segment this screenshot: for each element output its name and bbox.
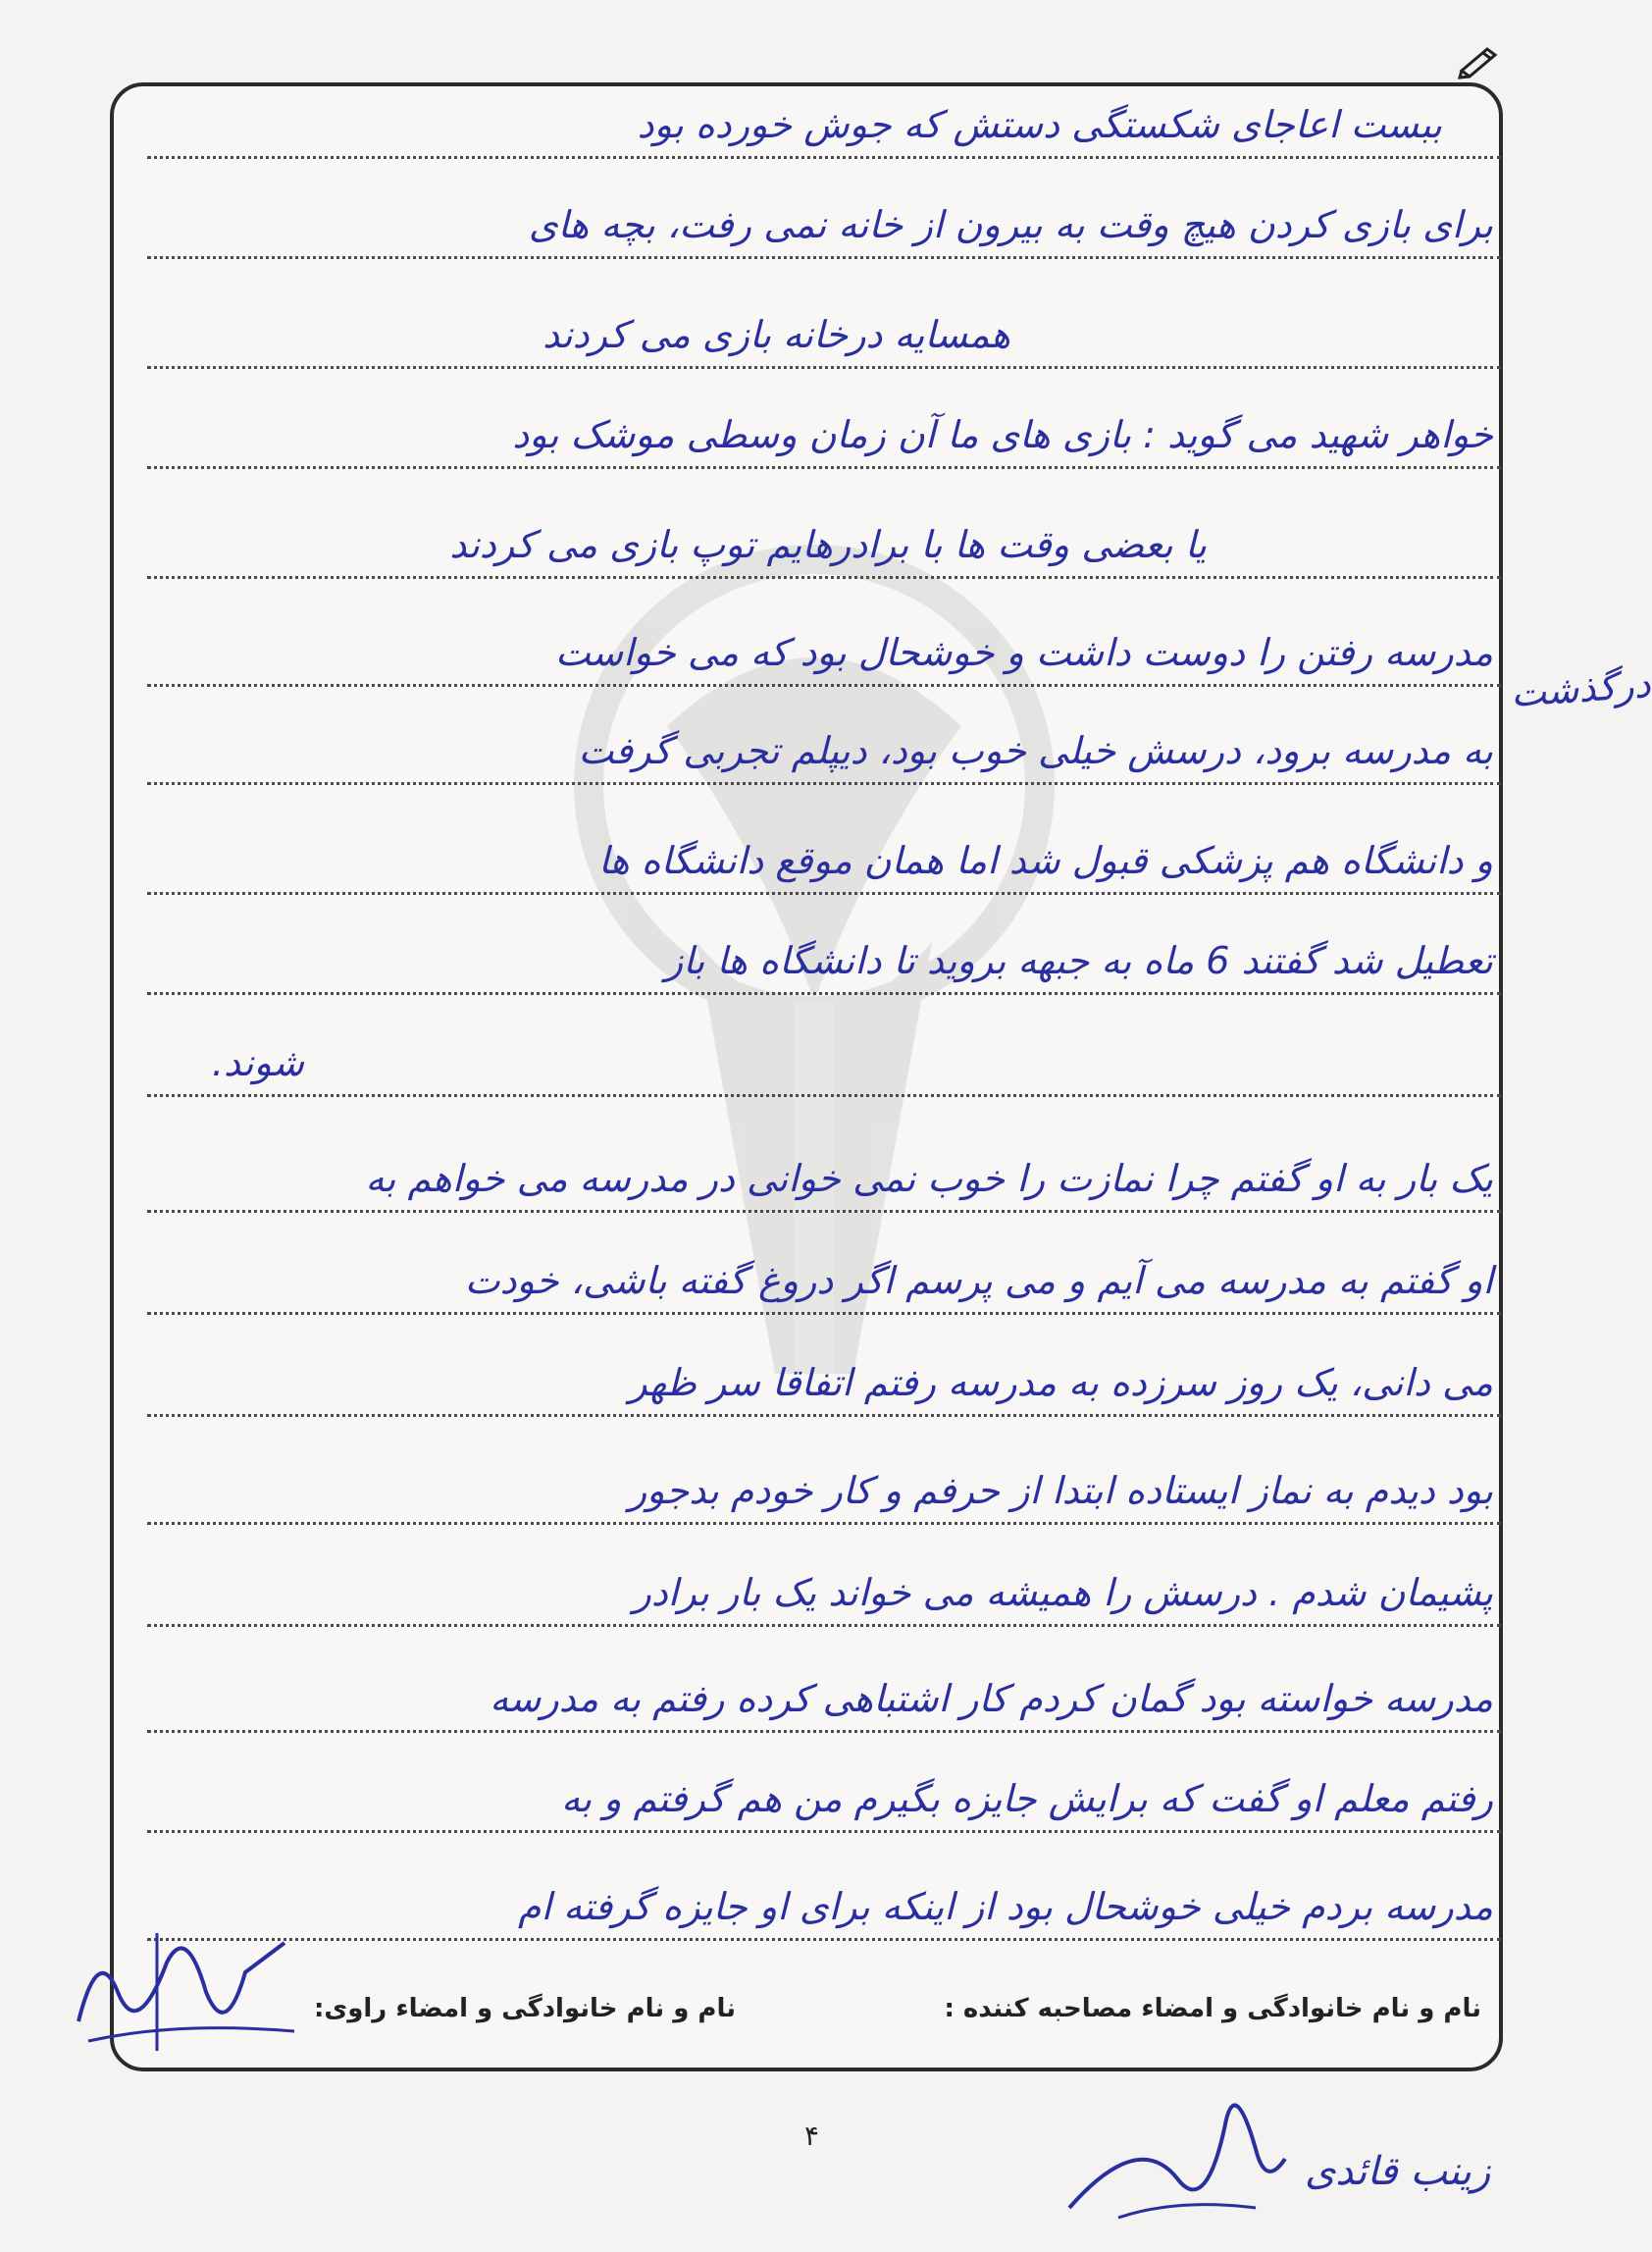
line-text: شوند. bbox=[211, 1041, 304, 1084]
line-text: پشیمان شدم . درسش را همیشه می خواند یک بار برادر bbox=[633, 1571, 1493, 1614]
line-text: برای بازی کردن هیچ وقت به بیرون از خانه نمی رفت، بچه های bbox=[528, 203, 1493, 246]
text-line bbox=[147, 1550, 1501, 1627]
text-line bbox=[147, 708, 1501, 785]
line-text: و دانشگاه هم پزشکی قبول شد اما همان موقع دانشگاه ها bbox=[598, 839, 1493, 882]
text-line bbox=[147, 183, 1501, 259]
text-line bbox=[147, 1340, 1501, 1417]
text-line bbox=[147, 1136, 1501, 1213]
text-line bbox=[147, 82, 1501, 159]
bottom-signature bbox=[1059, 2070, 1295, 2237]
text-line bbox=[147, 918, 1501, 995]
line-text: تعطیل شد گفتند 6 ماه به جبهه بروید تا دانشگاه ها باز bbox=[664, 939, 1493, 982]
text-line bbox=[147, 1238, 1501, 1315]
line-text: یا بعضی وقت ها با برادرهایم توپ بازی می کردند bbox=[449, 523, 1207, 566]
line-text: خواهر شهید می گوید : بازی های ما آن زمان وسطی موشک بود bbox=[512, 413, 1493, 456]
line-text: همسایه درخانه بازی می کردند bbox=[542, 313, 1010, 356]
line-text: به مدرسه برود، درسش خیلی خوب بود، دیپلم تجربی گرفت bbox=[578, 729, 1493, 772]
text-line bbox=[147, 1021, 1501, 1097]
text-line bbox=[147, 1448, 1501, 1525]
text-line bbox=[147, 1864, 1501, 1941]
text-line bbox=[147, 502, 1501, 579]
line-text: ببست اعاجای شکستگی دستش که جوش خورده بود bbox=[637, 103, 1442, 146]
interviewer-signature-label: نام و نام خانوادگی و امضاء مصاحبه کننده : bbox=[944, 1994, 1481, 2023]
page-number: ۴ bbox=[804, 2120, 820, 2152]
pen-icon bbox=[1458, 43, 1501, 79]
line-text: مدرسه بردم خیلی خوشحال بود از اینکه برای او جایزه گرفته ام bbox=[517, 1885, 1493, 1928]
narrator-signature bbox=[59, 1904, 314, 2061]
text-line bbox=[147, 292, 1501, 369]
line-text: بود دیدم به نماز ایستاده ابتدا از حرفم و کار خودم بدجور bbox=[628, 1469, 1493, 1512]
line-text: مدرسه خواسته بود گمان کردم کار اشتباهی کرده رفتم به مدرسه bbox=[490, 1677, 1493, 1720]
text-line bbox=[147, 1656, 1501, 1733]
margin-note: درگذشت bbox=[1509, 662, 1652, 715]
line-text: می دانی، یک روز سرزده به مدرسه رفتم اتفاقا سر ظهر bbox=[629, 1361, 1493, 1404]
line-text: مدرسه رفتن را دوست داشت و خوشحال بود که می خواست bbox=[554, 631, 1493, 674]
text-line bbox=[147, 1756, 1501, 1833]
text-line bbox=[147, 818, 1501, 895]
footer-labels bbox=[147, 1994, 1481, 2043]
text-line bbox=[147, 610, 1501, 687]
narrator-signature-label: نام و نام خانوادگی و امضاء راوی: bbox=[314, 1994, 736, 2023]
signer-name: زینب قائدی bbox=[1305, 2149, 1491, 2194]
line-text: او گفتم به مدرسه می آیم و می پرسم اگر دروغ گفته باشی، خودت bbox=[464, 1259, 1493, 1302]
line-text: رفتم معلم او گفت که برایش جایزه بگیرم من هم گرفتم و به bbox=[561, 1777, 1493, 1820]
text-line bbox=[147, 393, 1501, 469]
line-text: یک بار به او گفتم چرا نمازت را خوب نمی خوانی در مدرسه می خواهم به bbox=[365, 1157, 1493, 1200]
